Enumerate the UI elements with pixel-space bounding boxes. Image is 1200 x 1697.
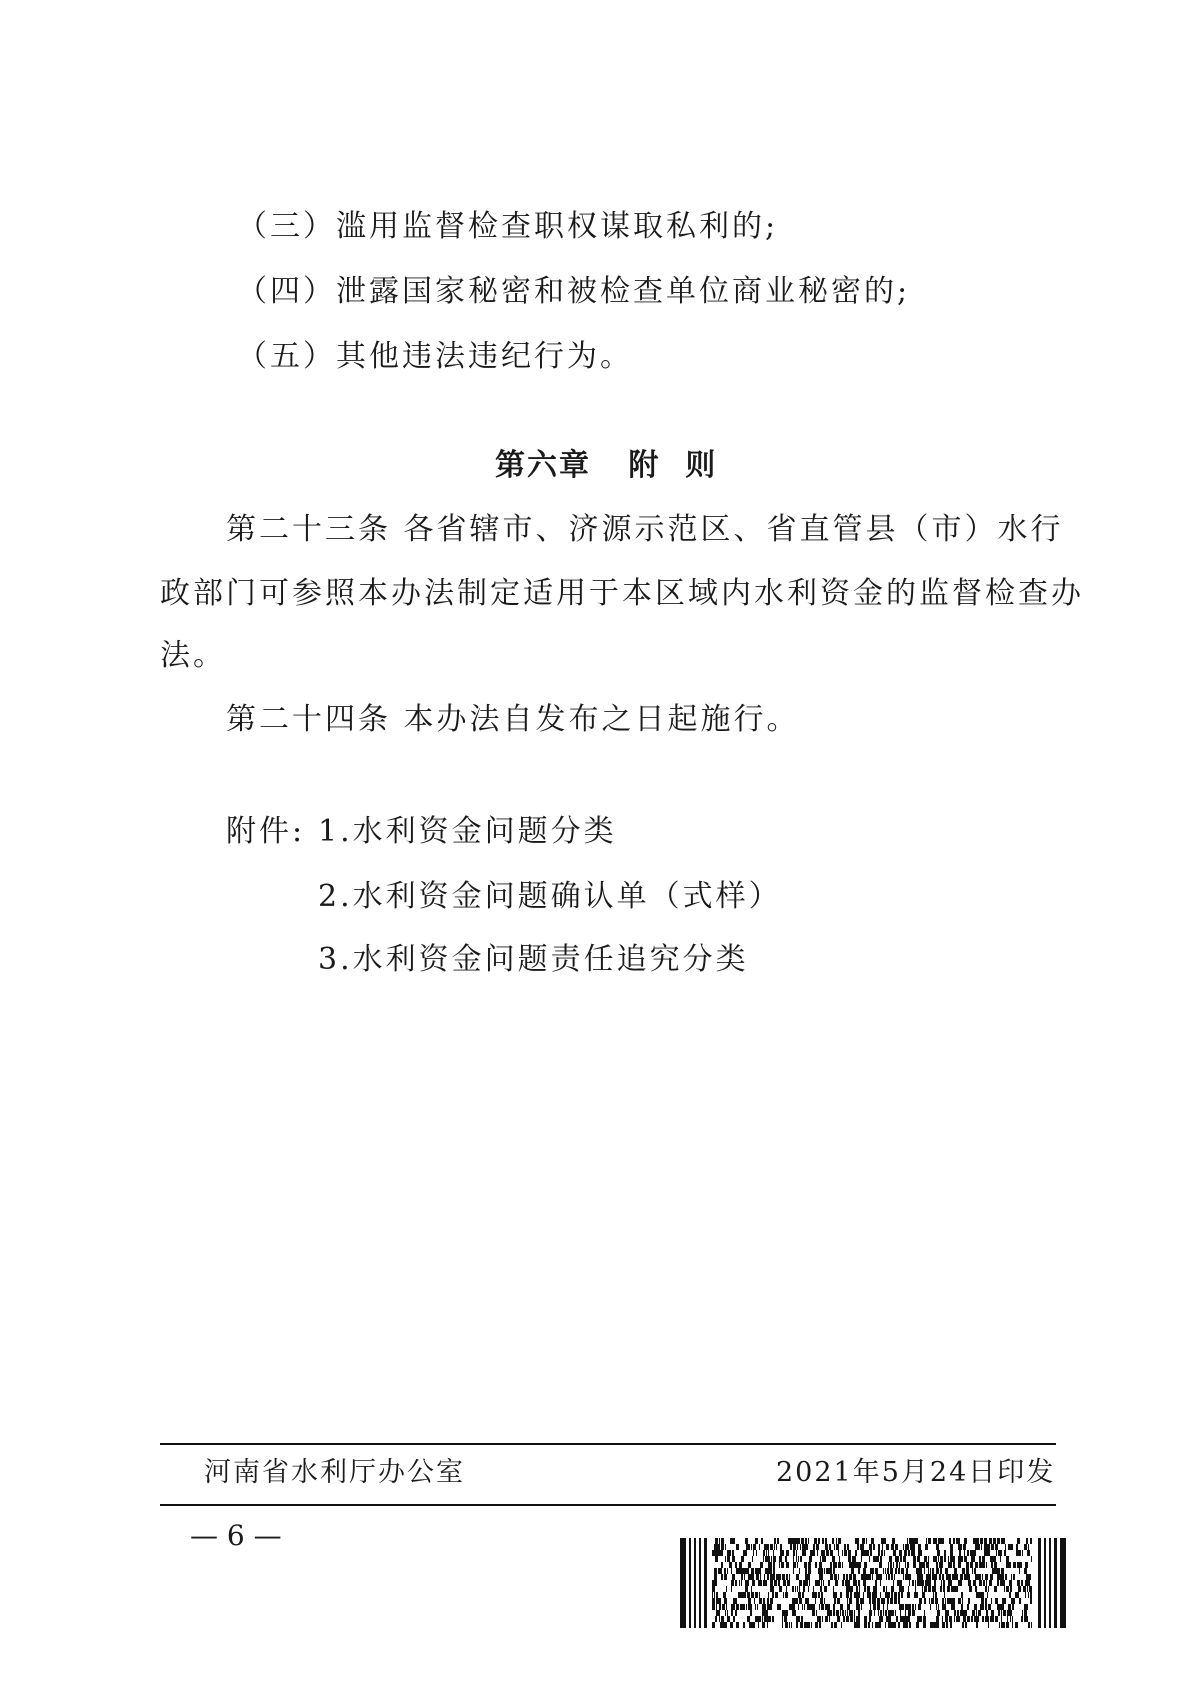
article-23-line-3: 法。 xyxy=(160,638,226,673)
chapter-heading: 第六章 附 则 xyxy=(495,448,718,483)
footer-bottom-rule xyxy=(160,1504,1056,1506)
clause-three: （三）滥用监督检查职权谋取私利的; xyxy=(237,209,779,244)
article-23-line-1: 第二十三条 各省辖市、济源示范区、省直管县（市）水行 xyxy=(226,512,1064,547)
clause-five: （五）其他违法违纪行为。 xyxy=(237,339,633,374)
attachment-item-3: 3.水利资金问题责任追究分类 xyxy=(318,942,749,977)
barcode-2d-code xyxy=(680,1538,1066,1628)
clause-four: （四）泄露国家秘密和被检查单位商业秘密的; xyxy=(237,274,911,309)
issuer-name: 河南省水利厅办公室 xyxy=(204,1457,465,1488)
attachments-label: 附件: xyxy=(226,814,306,849)
attachment-item-1: 1.水利资金问题分类 xyxy=(318,814,617,849)
page-number: — 6 — xyxy=(190,1519,282,1552)
issue-date: 2021年5月24日印发 xyxy=(776,1457,1056,1488)
attachment-item-2: 2.水利资金问题确认单（式样） xyxy=(318,879,782,914)
article-23-line-2: 政部门可参照本办法制定适用于本区域内水利资金的监督检查办 xyxy=(160,576,1084,611)
footer-top-rule xyxy=(160,1443,1056,1445)
article-24: 第二十四条 本办法自发布之日起施行。 xyxy=(226,702,800,737)
